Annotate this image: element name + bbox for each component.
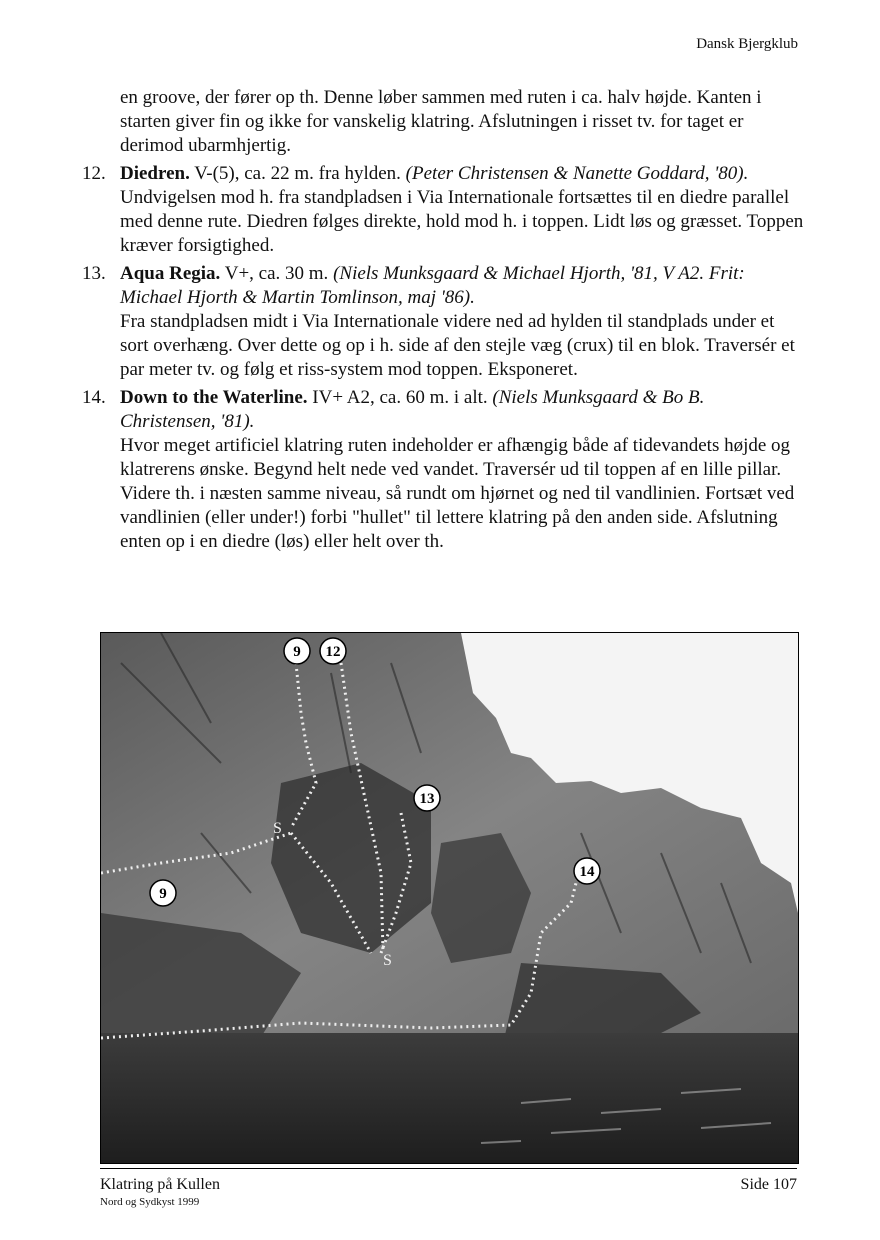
route-number: 12. (82, 163, 106, 184)
stance-label: S (383, 952, 392, 969)
cliff-photo (100, 632, 799, 1164)
svg-text:9: 9 (159, 886, 167, 902)
route-description: Undvigelsen mod h. fra standpladsen i Via Internationale fortsættes til en diedre parallel med denne rute. Diedren følges direkte, hold mod h. i toppen. Lidt løs og græsset. Toppen kræver forsigtighed. (120, 187, 804, 256)
route-grade: IV+ A2, ca. 60 m. i alt. (312, 387, 488, 408)
route-credit: (Niels Munksgaard & Michael Hjorth, '81, V A2. Frit: Michael Hjorth & Martin Tomlinson, maj '86). (120, 263, 745, 308)
route-entry-13 (82, 262, 804, 382)
route-description: Hvor meget artificiel klatring ruten indeholder er afhængig både af tidevandets højde og klatrerens ønske. Begynd helt nede ved vandet. Traversér ud til toppen af en lille pillar. Videre th. i næsten samme niveau, så rundt om hjørnet og ned til vandlinien. Fortsæt ved vandlinien (eller under!) forbi "hullet" til lettere klatring på den anden side. Afslutning enten op i en diedre (løs) eller helt over th. (120, 435, 795, 552)
svg-text:14: 14 (579, 864, 595, 880)
route-grade: V+, ca. 30 m. (224, 263, 329, 284)
route-grade: V-(5), ca. 22 m. fra hylden. (194, 163, 401, 184)
route-text (82, 86, 804, 554)
route-credit: (Peter Christensen & Nanette Goddard, '80). (405, 163, 749, 184)
svg-text:12: 12 (325, 644, 341, 660)
route-number: 14. (82, 387, 106, 408)
route-description: Fra standpladsen midt i Via Internationale videre ned ad hylden til standplads under et sort overhæng. Over dette og op i h. side af den stejle væg (crux) til en blok. Traversér et par meter tv. og følg et riss-system mod toppen. Eksponeret. (120, 311, 795, 380)
intro-paragraph: en groove, der fører op th. Denne løber sammen med ruten i ca. halv højde. Kanten i starten giver fin og ikke for vanskelig klatring. Afslutningen i risset tv. for taget er derimod ubarmhjertig. (120, 87, 762, 156)
route-entry-14 (82, 386, 804, 554)
page-number: Side 107 (740, 1176, 797, 1193)
sea (101, 1033, 798, 1163)
route-number: 13. (82, 263, 106, 284)
route-name: Down to the Waterline. (120, 387, 308, 408)
footer-subtitle: Nord og Sydkyst 1999 (100, 1196, 200, 1208)
stance-label: S (273, 820, 282, 837)
footer-rule (100, 1168, 797, 1169)
svg-text:13: 13 (419, 791, 435, 807)
route-badge-9-top (284, 638, 310, 664)
route-credit: (Niels Munksgaard & Bo B. Christensen, '81). (120, 387, 705, 432)
page-header: Dansk Bjergklub (696, 36, 798, 52)
footer-title: Klatring på Kullen (100, 1176, 220, 1193)
route-badge-13 (414, 785, 440, 811)
svg-text:9: 9 (293, 644, 301, 660)
route-badge-12 (320, 638, 346, 664)
route-name: Aqua Regia. (120, 263, 221, 284)
cliff-photo-drawing (101, 633, 798, 1163)
route-entry-12 (82, 162, 804, 258)
route-badge-14 (574, 858, 600, 884)
footer-book-info (100, 1176, 220, 1208)
route-name: Diedren. (120, 163, 190, 184)
route-badge-9-left (150, 880, 176, 906)
